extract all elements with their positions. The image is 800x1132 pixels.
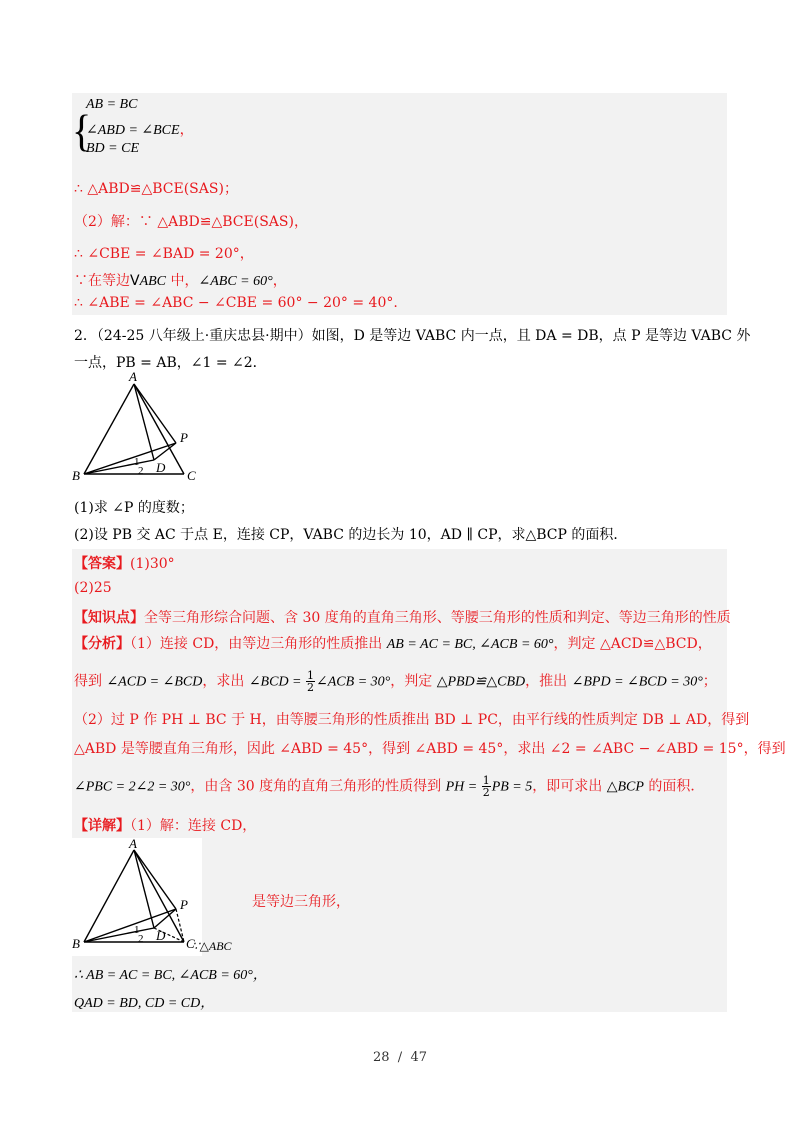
knowledge-text: 全等三角形综合问题、含 30 度角的直角三角形、等腰三角形的性质和判定、等边三角形的性质 bbox=[144, 610, 731, 626]
question-1: (1)求 ∠P 的度数； bbox=[74, 500, 194, 516]
analysis-l2a: 得到 bbox=[74, 673, 107, 690]
analysis-l2i: ∠BPD = ∠BCD = 30° bbox=[571, 674, 703, 690]
answer-1: (1)30° bbox=[130, 556, 175, 572]
analysis-l5c: PH = bbox=[445, 779, 481, 795]
analysis-line-1 bbox=[74, 633, 712, 653]
figure1-label-A: A bbox=[129, 370, 137, 384]
line-abe-tail: . bbox=[393, 295, 398, 311]
figure1-label-B: B bbox=[72, 468, 80, 483]
geometry-figure-1 bbox=[72, 370, 212, 485]
figure1-label-2: 2 bbox=[138, 465, 144, 477]
analysis-l2c: ，求出 bbox=[202, 673, 249, 690]
line-eq-angle: ∠ABC = 60° bbox=[198, 274, 273, 289]
analysis-l2f: ，判定 bbox=[390, 673, 437, 690]
problem2-line-1: 2．（24-25 八年级上·重庆忠县·期中）如图，D 是等边 VABC 内一点，且 DA = DB，点 P 是等边 VABC 外 bbox=[74, 328, 751, 344]
line-eq-mid: 中， bbox=[166, 273, 199, 289]
system-line-2-text: ∠ABD = ∠BCE bbox=[86, 123, 180, 138]
analysis-l5a: ∠PBC = 2∠2 = 30° bbox=[74, 779, 191, 795]
line-equilateral bbox=[74, 270, 287, 290]
detail-after-figure: ∵△ABC bbox=[192, 939, 232, 953]
line-abe bbox=[74, 295, 398, 311]
analysis-l5e: ，即可求出 bbox=[532, 778, 607, 795]
analysis-l2j: ； bbox=[702, 673, 717, 690]
system-line-2 bbox=[86, 119, 194, 139]
detail-line-1 bbox=[74, 815, 256, 835]
geometry-figure-2 bbox=[72, 838, 212, 956]
analysis-line-4: △ABD 是等腰直角三角形，因此 ∠ABD = 45°，得到 ∠ABD = 45°，求出 ∠2 = ∠ABC − ∠ABD = 15°，得到 bbox=[74, 741, 786, 757]
fraction-half-1-num: 1 bbox=[307, 669, 315, 682]
figure2-label-A: A bbox=[129, 838, 137, 851]
analysis-l2h: ，推出 bbox=[525, 673, 572, 690]
knowledge-line bbox=[74, 607, 731, 627]
answer-2: (2)25 bbox=[74, 580, 112, 596]
figure1-label-C: C bbox=[187, 468, 196, 483]
fraction-half-1-den: 2 bbox=[307, 681, 315, 694]
line-eq-prefix: ∵在等边 bbox=[74, 273, 130, 289]
analysis-l2g: △PBD≌△CBD bbox=[436, 674, 526, 690]
analysis-label: 【分析】 bbox=[74, 636, 130, 652]
system-brace: { bbox=[72, 105, 92, 156]
system-line-1: AB = BC bbox=[86, 97, 138, 112]
analysis-line-5 bbox=[74, 775, 704, 798]
page-number: 28 / 47 bbox=[373, 1050, 427, 1065]
answer-label: 【答案】 bbox=[74, 556, 130, 572]
system-line-3: BD = CE bbox=[86, 141, 139, 156]
detail-l1: （1）解：连接 CD， bbox=[130, 818, 257, 834]
analysis-l1a: （1）连接 CD，由等边三角形的性质推出 bbox=[130, 636, 387, 652]
question-2: (2)设 PB 交 AC 于点 E，连接 CP，VABC 的边长为 10，AD ∥ CP，求△BCP 的面积． bbox=[74, 527, 628, 543]
detail-label: 【详解】 bbox=[74, 818, 130, 834]
analysis-l5g: 的面积． bbox=[643, 778, 705, 795]
line-eq-abc: ABC bbox=[139, 274, 167, 289]
figure2-label-P: P bbox=[180, 897, 188, 912]
analysis-line-3: （2）过 P 作 PH ⊥ BC 于 H，由等腰三角形的性质推出 BD ⊥ PC，由平行线的性质判定 DB ⊥ AD，得到 bbox=[74, 712, 750, 728]
figure2-label-D: D bbox=[156, 928, 166, 943]
figure1-label-P: P bbox=[180, 430, 188, 445]
triangle-symbol: V bbox=[130, 273, 140, 289]
figure1-label-1: 1 bbox=[134, 456, 140, 468]
analysis-line-2 bbox=[74, 670, 717, 693]
answer-line-1 bbox=[74, 553, 175, 573]
fraction-half-1 bbox=[306, 670, 315, 693]
analysis-l5d: PB = 5 bbox=[491, 779, 533, 795]
detail-line-2: ∴ AB = AC = BC, ∠ACB = 60°， bbox=[74, 968, 267, 983]
figure1-label-D: D bbox=[156, 460, 166, 475]
part2-label: （2）解： bbox=[74, 214, 139, 230]
analysis-l1b: AB = AC = BC, ∠ACB = 60° bbox=[386, 637, 554, 652]
analysis-l5f: △BCP bbox=[606, 779, 644, 795]
analysis-l5b: ，由含 30 度角的直角三角形的性质得到 bbox=[190, 778, 446, 795]
fraction-half-2-den: 2 bbox=[482, 786, 490, 799]
figure2-label-B: B bbox=[72, 936, 80, 951]
figure2-label-C: C bbox=[186, 936, 195, 951]
system-line-2-tail: ， bbox=[179, 122, 194, 138]
knowledge-label: 【知识点】 bbox=[74, 610, 144, 626]
analysis-l1c: ，判定 △ACD≌△BCD， bbox=[553, 636, 712, 652]
fraction-half-2 bbox=[482, 775, 491, 798]
analysis-l2d: ∠BCD = bbox=[248, 674, 306, 690]
part2-line bbox=[74, 211, 308, 231]
proof1-conclusion: ∴ △ABD≌△BCE(SAS)； bbox=[74, 181, 238, 197]
line-abe-text: ∴ ∠ABE = ∠ABC − ∠CBE = 60° − 20° = 40° bbox=[74, 295, 394, 311]
line-eq-tail: ， bbox=[272, 273, 287, 289]
line-cbe: ∴ ∠CBE = ∠BAD = 20°， bbox=[74, 246, 254, 262]
figure2-label-2: 2 bbox=[138, 933, 144, 945]
problem2-line-2: 一点，PB = AB，∠1 = ∠2． bbox=[74, 355, 267, 371]
detail-side-text: 是等边三角形， bbox=[252, 894, 350, 910]
detail-line-3: QAD = BD, CD = CD， bbox=[74, 996, 215, 1011]
fraction-half-2-num: 1 bbox=[482, 774, 490, 787]
analysis-l2b: ∠ACD = ∠BCD bbox=[106, 674, 203, 690]
figure2-label-1: 1 bbox=[134, 924, 140, 936]
analysis-l2e: ∠ACB = 30° bbox=[316, 674, 391, 690]
part2-text: ∵ △ABD≌△BCE(SAS)， bbox=[138, 214, 308, 230]
